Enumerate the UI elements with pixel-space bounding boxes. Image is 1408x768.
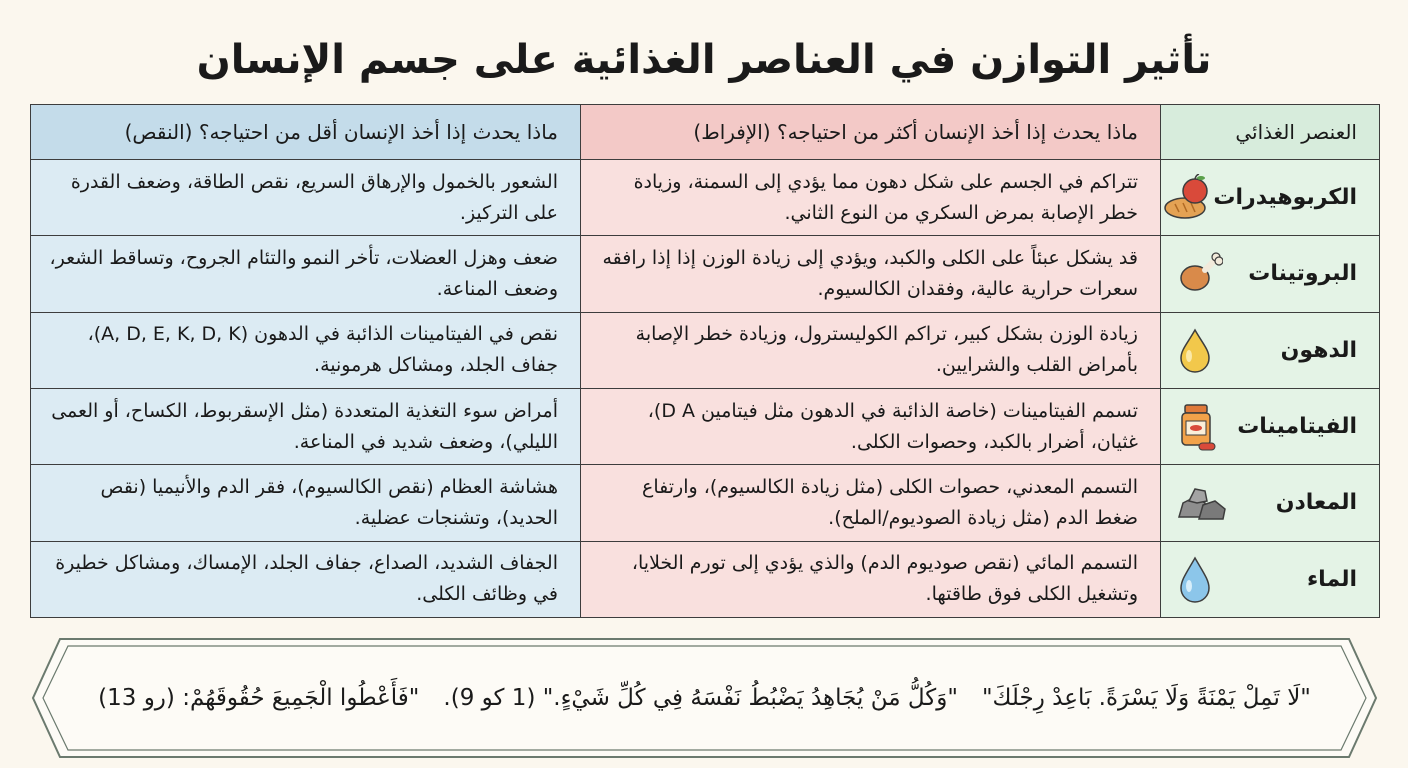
element-name: الكربوهيدرات xyxy=(1213,185,1357,211)
table-row xyxy=(31,160,1380,236)
table-row xyxy=(31,312,1380,388)
element-cell xyxy=(1161,160,1380,236)
quote-1: "لَا تَمِلْ يَمْنَةً وَلَا يَسْرَةً. بَاعِدْ رِجْلَكَ" xyxy=(981,685,1311,711)
apple-bread-icon xyxy=(1163,174,1213,222)
element-name: الدهون xyxy=(1280,337,1357,363)
element-cell xyxy=(1161,236,1380,312)
element-name: البروتينات xyxy=(1248,261,1357,287)
excess-cell: قد يشكل عبئاً على الكلى والكبد، ويؤدي إلى زيادة الوزن إذا إذا رافقه سعرات حرارية عالية، وفقدان الكالسيوم. xyxy=(581,236,1161,312)
header-deficiency: ماذا يحدث إذا أخذ الإنسان أقل من احتياجه؟ (النقص) xyxy=(31,105,581,160)
element-cell xyxy=(1161,312,1380,388)
element-name: الفيتامينات xyxy=(1237,414,1357,440)
water-drop-icon xyxy=(1175,554,1215,604)
deficiency-cell: أمراض سوء التغذية المتعددة (مثل الإسقربوط، الكساح، أو العمى الليلي)، وضعف شديد في المناعة. xyxy=(31,388,581,464)
table-row xyxy=(31,388,1380,464)
deficiency-cell: هشاشة العظام (نقص الكالسيوم)، فقر الدم والأنيميا (نقص الحديد)، وتشنجات عضلية. xyxy=(31,465,581,541)
table-row xyxy=(31,465,1380,541)
element-cell xyxy=(1161,541,1380,617)
quote-2: "وَكُلُّ مَنْ يُجَاهِدُ يَضْبُطُ نَفْسَهُ فِي كُلِّ شَيْءٍ." (1 كو 9). xyxy=(443,685,958,711)
scripture-quotes xyxy=(30,636,1379,760)
chicken-leg-icon xyxy=(1175,250,1223,298)
header-element: العنصر الغذائي xyxy=(1161,105,1380,160)
table-header-row xyxy=(31,105,1380,160)
oil-drop-icon xyxy=(1175,326,1215,374)
excess-cell: تسمم الفيتامينات (خاصة الذائبة في الدهون مثل فيتامين D A)، غثيان، أضرار بالكبد، وحصوات الكلى. xyxy=(581,388,1161,464)
quote-3: "فَأَعْطُوا الْجَمِيعَ حُقُوقَهُمْ: (رو 13) xyxy=(98,685,420,711)
deficiency-cell: ضعف وهزل العضلات، تأخر النمو والتئام الجروح، وتساقط الشعر، وضعف المناعة. xyxy=(31,236,581,312)
element-cell xyxy=(1161,465,1380,541)
scripture-quote-box xyxy=(30,636,1379,760)
excess-cell: تتراكم في الجسم على شكل دهون مما يؤدي إلى السمنة، وزيادة خطر الإصابة بمرض السكري من النوع الثاني. xyxy=(581,160,1161,236)
deficiency-cell: الشعور بالخمول والإرهاق السريع، نقص الطاقة، وضعف القدرة على التركيز. xyxy=(31,160,581,236)
deficiency-cell: الجفاف الشديد، الصداع، جفاف الجلد، الإمساك، ومشاكل خطيرة في وظائف الكلى. xyxy=(31,541,581,617)
rocks-icon xyxy=(1175,481,1227,525)
table-row xyxy=(31,236,1380,312)
nutrient-table xyxy=(30,104,1380,618)
excess-cell: زيادة الوزن بشكل كبير، تراكم الكوليسترول، وزيادة خطر الإصابة بأمراض القلب والشرايين. xyxy=(581,312,1161,388)
page-title: تأثير التوازن في العناصر الغذائية على جسم الإنسان xyxy=(196,37,1212,83)
element-name: المعادن xyxy=(1275,490,1357,516)
header-excess: ماذا يحدث إذا أخذ الإنسان أكثر من احتياجه؟ (الإفراط) xyxy=(581,105,1161,160)
element-name: الماء xyxy=(1306,566,1357,592)
excess-cell: التسمم المعدني، حصوات الكلى (مثل زيادة الكالسيوم)، وارتفاع ضغط الدم (مثل زيادة الصوديوم/الملح). xyxy=(581,465,1161,541)
deficiency-cell: نقص في الفيتامينات الذائبة في الدهون (A, D, E, K, D, K)، جفاف الجلد، ومشاكل هرمونية. xyxy=(31,312,581,388)
element-cell xyxy=(1161,388,1380,464)
vitamin-bottle-icon xyxy=(1175,401,1219,453)
excess-cell: التسمم المائي (نقص صوديوم الدم) والذي يؤدي إلى تورم الخلايا، وتشغيل الكلى فوق طاقتها. xyxy=(581,541,1161,617)
table-row xyxy=(31,541,1380,617)
